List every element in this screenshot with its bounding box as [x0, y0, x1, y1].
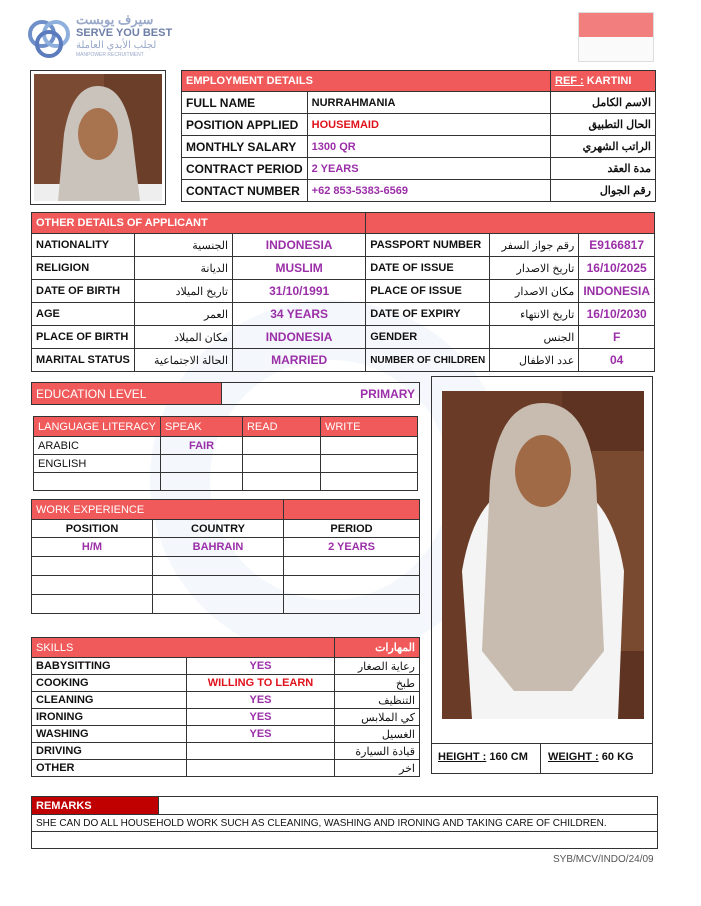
work-header: WORK EXPERIENCE: [32, 500, 284, 520]
language-table: [33, 416, 418, 491]
work-country: [153, 595, 284, 614]
logo-rings-icon: [26, 14, 72, 60]
other-details-header-blank: [366, 213, 655, 234]
nationality-value: INDONESIA: [233, 234, 366, 257]
logo-arabic-sub: لجلب الأيدي العاملة: [76, 40, 157, 51]
education-value: PRIMARY: [222, 383, 420, 405]
remarks-header-blank: [159, 797, 658, 815]
passport-label: PASSPORT NUMBER: [366, 234, 490, 257]
religion-ar: الديانة: [134, 257, 232, 280]
logo-name: SERVE YOU BEST: [76, 27, 173, 39]
work-country: BAHRAIN: [153, 538, 284, 557]
contact-ar: رقم الجوال: [551, 180, 656, 202]
gender-label: GENDER: [366, 326, 490, 349]
position-label: POSITION APPLIED: [182, 114, 308, 136]
skill-value: YES: [187, 709, 335, 726]
footer-code: SYB/MCV/INDO/24/09: [553, 854, 654, 865]
blank-write: [320, 473, 417, 491]
work-period: [284, 576, 420, 595]
skill-label: OTHER: [32, 760, 187, 777]
skill-ar: كي الملابس: [335, 709, 420, 726]
full-name-label: FULL NAME: [182, 92, 308, 114]
remarks-header: REMARKS: [32, 797, 159, 815]
passport-value: E9166817: [579, 234, 655, 257]
skill-ar: طبخ: [335, 675, 420, 692]
position-value: HOUSEMAID: [307, 114, 550, 136]
skill-value: [187, 743, 335, 760]
read-header: READ: [242, 417, 320, 437]
skill-ar: الغسيل: [335, 726, 420, 743]
contact-label: CONTACT NUMBER: [182, 180, 308, 202]
skill-label: COOKING: [32, 675, 187, 692]
language-arabic: ARABIC: [34, 437, 161, 455]
children-value: 04: [579, 349, 655, 372]
salary-ar: الراتب الشهري: [551, 136, 656, 158]
portrait-large-image: [442, 391, 644, 719]
english-write: [320, 455, 417, 473]
work-position: [32, 576, 153, 595]
marital-label: MARITAL STATUS: [32, 349, 135, 372]
arabic-read: [242, 437, 320, 455]
ref-label: REF :: [555, 75, 584, 87]
employment-header: EMPLOYMENT DETAILS: [182, 71, 551, 92]
position-col: POSITION: [32, 520, 153, 538]
work-country: [153, 576, 284, 595]
weight-row: [548, 751, 634, 763]
contract-ar: مدة العقد: [551, 158, 656, 180]
education-label: EDUCATION LEVEL: [32, 383, 222, 405]
work-period: [284, 595, 420, 614]
passport-ar: رقم جواز السفر: [490, 234, 579, 257]
nationality-ar: الجنسية: [134, 234, 232, 257]
height-row: [438, 751, 528, 763]
remarks-blank: [32, 832, 658, 849]
remarks-text: SHE CAN DO ALL HOUSEHOLD WORK SUCH AS CLEANING, WASHING AND IRONING AND TAKING CARE OF CHILDREN.: [32, 815, 658, 832]
other-details-header: OTHER DETAILS OF APPLICANT: [32, 213, 366, 234]
issue-date-value: 16/10/2025: [579, 257, 655, 280]
applicant-photo-small: [30, 70, 166, 205]
height-value: 160 CM: [489, 751, 528, 763]
children-ar: عدد الاطفال: [490, 349, 579, 372]
work-country: [153, 557, 284, 576]
work-period: [284, 557, 420, 576]
age-ar: العمر: [134, 303, 232, 326]
skill-value: YES: [187, 726, 335, 743]
skill-ar: التنظيف: [335, 692, 420, 709]
contract-label: CONTRACT PERIOD: [182, 158, 308, 180]
dob-label: DATE OF BIRTH: [32, 280, 135, 303]
full-name-value: NURRAHMANIA: [307, 92, 550, 114]
skills-header: SKILLS: [32, 638, 335, 658]
skill-label: CLEANING: [32, 692, 187, 709]
portrait-small-image: [34, 74, 162, 201]
skills-header-ar: المهارات: [335, 638, 420, 658]
work-header-blank: [284, 500, 420, 520]
marital-ar: الحالة الاجتماعية: [134, 349, 232, 372]
weight-label: WEIGHT :: [548, 751, 599, 763]
pob-value: INDONESIA: [233, 326, 366, 349]
skill-ar: قيادة السيارة: [335, 743, 420, 760]
speak-header: SPEAK: [160, 417, 242, 437]
expiry-ar: تاريخ الانتهاء: [490, 303, 579, 326]
country-col: COUNTRY: [153, 520, 284, 538]
skill-value: [187, 760, 335, 777]
children-label: NUMBER OF CHILDREN: [366, 349, 490, 372]
nationality-label: NATIONALITY: [32, 234, 135, 257]
dob-value: 31/10/1991: [233, 280, 366, 303]
skill-value: YES: [187, 658, 335, 675]
period-col: PERIOD: [284, 520, 420, 538]
ref-value: KARTINI: [586, 75, 632, 87]
age-label: AGE: [32, 303, 135, 326]
arabic-speak: FAIR: [160, 437, 242, 455]
english-speak: [160, 455, 242, 473]
religion-label: RELIGION: [32, 257, 135, 280]
skill-label: WASHING: [32, 726, 187, 743]
gender-value: F: [579, 326, 655, 349]
skill-value: WILLING TO LEARN: [187, 675, 335, 692]
skill-ar: رعاية الصغار: [335, 658, 420, 675]
issue-place-value: INDONESIA: [579, 280, 655, 303]
skill-label: IRONING: [32, 709, 187, 726]
full-name-ar: الاسم الكامل: [551, 92, 656, 114]
expiry-value: 16/10/2030: [579, 303, 655, 326]
dob-ar: تاريخ الميلاد: [134, 280, 232, 303]
applicant-photo-large: [431, 376, 653, 774]
remarks-table: [31, 796, 658, 849]
work-period: 2 YEARS: [284, 538, 420, 557]
height-label: HEIGHT :: [438, 751, 487, 763]
gender-ar: الجنس: [490, 326, 579, 349]
language-header: LANGUAGE LITERACY: [34, 417, 161, 437]
issue-date-label: DATE OF ISSUE: [366, 257, 490, 280]
employment-table: [181, 70, 656, 202]
company-logo: [26, 12, 206, 62]
salary-label: MONTHLY SALARY: [182, 136, 308, 158]
arabic-write: [320, 437, 417, 455]
age-value: 34 YEARS: [233, 303, 366, 326]
indonesia-flag: [578, 12, 654, 62]
work-position: [32, 557, 153, 576]
english-read: [242, 455, 320, 473]
blank-speak: [160, 473, 242, 491]
education-table: [31, 382, 420, 405]
marital-value: MARRIED: [233, 349, 366, 372]
contract-value: 2 YEARS: [307, 158, 550, 180]
work-experience-table: [31, 499, 420, 614]
language-english: ENGLISH: [34, 455, 161, 473]
skill-label: BABYSITTING: [32, 658, 187, 675]
logo-sub: MANPOWER RECRUITMENT: [76, 52, 144, 58]
ref-cell: [551, 71, 656, 92]
language-blank: [34, 473, 161, 491]
pob-ar: مكان الميلاد: [134, 326, 232, 349]
pob-label: PLACE OF BIRTH: [32, 326, 135, 349]
blank-read: [242, 473, 320, 491]
weight-value: 60 KG: [601, 751, 634, 763]
skill-ar: اخر: [335, 760, 420, 777]
work-position: [32, 595, 153, 614]
skill-label: DRIVING: [32, 743, 187, 760]
work-position: H/M: [32, 538, 153, 557]
issue-place-label: PLACE OF ISSUE: [366, 280, 490, 303]
other-details-table: [31, 212, 655, 372]
logo-arabic: سيرف يوبست: [76, 12, 154, 27]
write-header: WRITE: [320, 417, 417, 437]
contact-value: +62 853-5383-6569: [307, 180, 550, 202]
issue-place-ar: مكان الاصدار: [490, 280, 579, 303]
religion-value: MUSLIM: [233, 257, 366, 280]
skill-value: YES: [187, 692, 335, 709]
issue-date-ar: تاريخ الاصدار: [490, 257, 579, 280]
expiry-label: DATE OF EXPIRY: [366, 303, 490, 326]
skills-table: [31, 637, 420, 777]
position-ar: الحال التطبيق: [551, 114, 656, 136]
salary-value: 1300 QR: [307, 136, 550, 158]
